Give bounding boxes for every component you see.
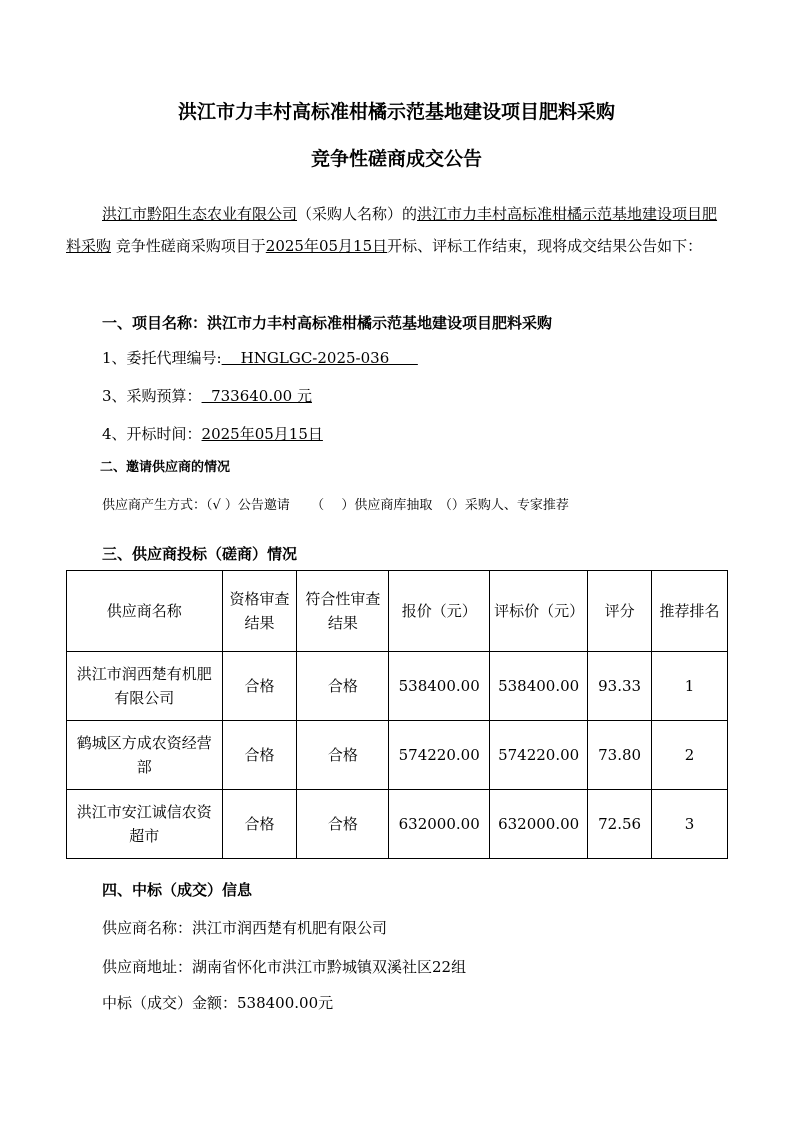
table-cell: 72.56 xyxy=(588,790,652,859)
intro-mid: 竞争性磋商采购项目于 xyxy=(111,237,266,255)
intro-paragraph xyxy=(66,198,726,262)
document-title-line1: 洪江市力丰村高标准柑橘示范基地建设项目肥料采购 xyxy=(177,101,615,123)
document-title-line2: 竞争性磋商成交公告 xyxy=(310,148,482,170)
table-cell: 洪江市润西楚有机肥有限公司 xyxy=(67,652,223,721)
header-cell: 资格审查结果 xyxy=(222,571,297,652)
table-cell: 574220.00 xyxy=(490,721,588,790)
table-cell: 574220.00 xyxy=(389,721,490,790)
table-cell: 合格 xyxy=(297,721,389,790)
agency-label: 1、委托代理编号: xyxy=(102,349,222,367)
table-cell: 合格 xyxy=(222,652,297,721)
intro-tail: 开标、评标工作结束，现将成交结果公告如下： xyxy=(387,237,703,255)
table-cell: 538400.00 xyxy=(389,652,490,721)
agency-number-line xyxy=(102,347,418,368)
table-cell: 合格 xyxy=(222,721,297,790)
open-value: 2025年05月15日 xyxy=(201,425,323,443)
purchaser-suffix: （采购人名称）的 xyxy=(297,205,418,223)
table-cell: 3 xyxy=(652,790,728,859)
header-cell: 评标价（元） xyxy=(490,571,588,652)
project-name: 洪江市力丰村高标准柑橘示范基地建设项目肥料采购 xyxy=(66,205,718,255)
table-cell: 合格 xyxy=(297,790,389,859)
section4-heading: 四、中标（成交）信息 xyxy=(102,881,253,899)
supplier-method: 供应商产生方式：（√ ）公告邀请 （ ）供应商库抽取 （）采购人、专家推荐 xyxy=(102,498,569,513)
table-row xyxy=(67,721,728,790)
header-cell: 推荐排名 xyxy=(652,571,728,652)
purchaser-name: 洪江市黔阳生态农业有限公司 xyxy=(102,205,298,223)
table-cell: 73.80 xyxy=(588,721,652,790)
budget-line xyxy=(102,385,312,406)
header-cell: 评分 xyxy=(588,571,652,652)
table-cell: 鹤城区方成农资经营部 xyxy=(67,721,223,790)
table-cell: 1 xyxy=(652,652,728,721)
winner-name: 供应商名称：洪江市润西楚有机肥有限公司 xyxy=(102,919,388,937)
winner-address: 供应商地址：湖南省怀化市洪江市黔城镇双溪社区22组 xyxy=(102,958,467,976)
open-time-line xyxy=(102,423,323,444)
table-cell: 632000.00 xyxy=(389,790,490,859)
table-cell: 合格 xyxy=(222,790,297,859)
table-cell: 632000.00 xyxy=(490,790,588,859)
section1-heading: 一、项目名称：洪江市力丰村高标准柑橘示范基地建设项目肥料采购 xyxy=(102,314,553,332)
budget-value: 733640.00 元 xyxy=(201,387,312,405)
agency-value: HNGLGC-2025-036 xyxy=(221,349,418,367)
winner-amount: 中标（成交）金额：538400.00元 xyxy=(102,994,334,1012)
table-cell: 合格 xyxy=(297,652,389,721)
table-row xyxy=(67,790,728,859)
section2-heading: 二、邀请供应商的情况 xyxy=(100,460,231,475)
table-row xyxy=(67,652,728,721)
table-cell: 93.33 xyxy=(588,652,652,721)
open-date: 2025年05月15日 xyxy=(265,237,388,255)
budget-label: 3、采购预算： xyxy=(102,387,202,405)
table-header-row xyxy=(67,571,728,652)
open-label: 4、开标时间： xyxy=(102,425,202,443)
section3-heading: 三、供应商投标（磋商）情况 xyxy=(102,545,298,563)
header-cell: 符合性审查结果 xyxy=(297,571,389,652)
header-cell: 报价（元） xyxy=(389,571,490,652)
table-cell: 2 xyxy=(652,721,728,790)
table-cell: 538400.00 xyxy=(490,652,588,721)
header-cell: 供应商名称 xyxy=(67,571,223,652)
table-cell: 洪江市安江诚信农资超市 xyxy=(67,790,223,859)
bid-table xyxy=(66,570,728,859)
